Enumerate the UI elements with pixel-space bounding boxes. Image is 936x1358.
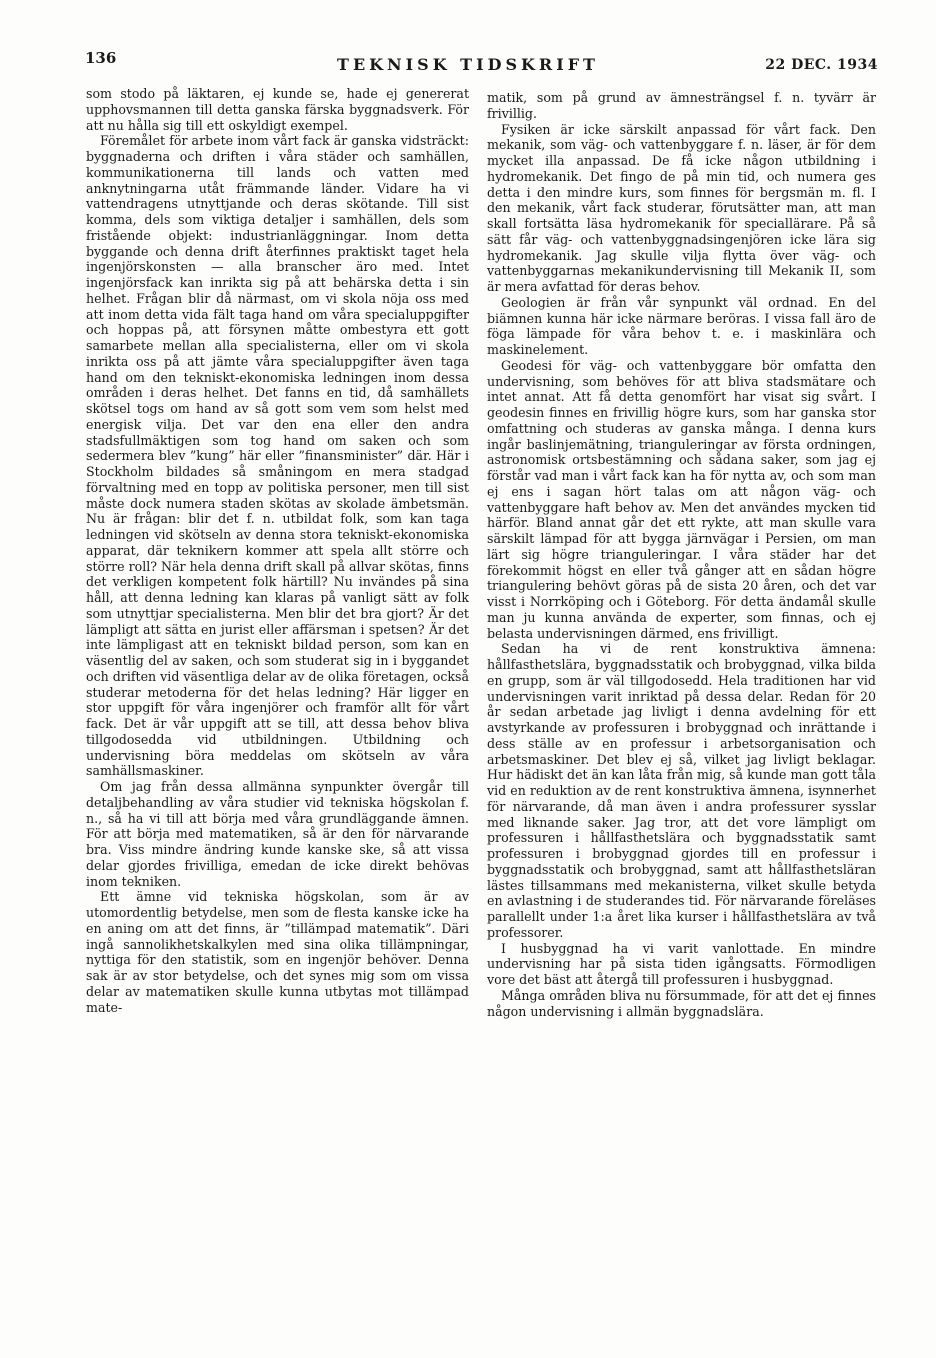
paragraph: I husbyggnad ha vi varit vanlottade. En mindre undervisning har på sista tiden igångsatts. Förmodligen vore det bäst att återgå till professuren i husbyggnad. [487,940,876,987]
paragraph: Om jag från dessa allmänna synpunkter övergår till detaljbehandling av våra studier vid tekniska högskolan f. n., så ha vi till att börja med våra grundläggande ämnen. För att börja med matematiken, så är den för närvarande bra. Viss mindre ändring kunde kanske ske, så att vissa delar gjordes frivilliga, emedan de icke direkt behövas inom tekniken. [86,779,469,889]
paragraph: Föremålet för arbete inom vårt fack är ganska vidsträckt: byggnaderna och driften i våra städer och samhällen, kommunikationerna till lands och vatten med anknytningarna utåt främmande länder. Vidare ha vi vattendragens utnyttjande och deras skötande. Till sist komma, dels som viktiga detaljer i samhällen, dels som fristående objekt: industrianläggningar. Inom detta byggande och denna drift återfinnes praktiskt taget hela ingenjörskonsten — alla branscher äro med. Intet ingenjörsfack kan inrikta sig på att behärska detta i sin helhet. Frågan blir då närmast, om vi skola nöja oss med att inom detta vida fält taga hand om våra specialuppgifter och hoppas på, att försynen måtte ombestyra ett gott samarbete mellan alla specialisterna, eller om vi skola inrikta oss på att jämte våra specialuppgifter även taga hand om den tekniskt-ekonomiska ledningen inom dessa områden i deras helhet. Det fanns en tid, då samhällets skötsel togs om hand av så gott som vem som helst med energisk vilja. Det var den ena eller den andra stadsfullmäktigen som tog hand om saken och som sedermera blev ”kung” här eller ”finansminister” där. Här i Stockholm bildades så småningom en mera stadgad förvaltning med en topp av politiska personer, men till sist måste dock numera staden skötas av skolade ämbetsmän. Nu är frågan: blir det f. n. utbildat folk, som kan taga ledningen vid skötseln av denna stora tekniskt-ekonomiska apparat, där teknikern kommer att spela allt större och större roll? När hela denna drift skall på allvar skötas, finns det verkligen kompetent folk härtill? Nu invändes på sina håll, att denna ledning kan klaras på vanligt sätt av folk som utnyttjar specialisterna. Men blir det bra gjort? Är det lämpligt att sätta en jurist eller affärsman i spetsen? Är det inte lämpligast att en tekniskt bildad person, som kan en väsentlig del av saken, och som studerat sig in i byggandet och driften vid väsentliga delar av de olika företagen, också studerar metoderna för det helas ledning? Här ligger en stor uppgift för våra ingenjörer och framför allt för vårt fack. Det är vår uppgift att se till, att dessa behov bliva tillgodosedda vid utbildningen. Utbildning och undervisning böra meddelas om skötseln av våra samhällsmaskiner. [86,133,469,779]
paragraph: Geodesi för väg- och vattenbyggare bör omfatta den undervisning, som behöves för att bliva stadsmätare och intet annat. Att få detta genomfört har visat sig svårt. I geodesin finnes en frivillig högre kurs, som har ganska stor omfattning och studeras av ganska många. I denna kurs ingår baslinjemätning, trianguleringar av första ordningen, astronomisk ortsbestämning och sådana saker, som jag ej förstår vad man i vårt fack kan ha för nytta av, och som man ej ens i sagan hört talas om att någon väg- och vattenbyggare haft behov av. Men det användes mycken tid härför. Bland annat går det ett rykte, att man skulle vara särskilt lämpad för att bygga järnvägar i Persien, om man lärt sig högre trianguleringar. I våra städer har det förekommit högst en eller två gånger att en sådan högre triangulering behövt göras på de sista 20 åren, och det var visst i Norrköping och i Göteborg. För detta ändamål skulle man ju kunna använda de experter, som finnas, och ej belasta undervisningen därmed, ens frivilligt. [487,357,876,641]
journal-title: TEKNISK TIDSKRIFT [337,55,599,74]
paragraph: Geologien är från vår synpunkt väl ordnad. En del biämnen kunna här icke närmare beröras. I vissa fall äro de föga lämpade för våra behov t. e. i maskinlära och maskinelement. [487,294,876,357]
page-number: 136 [85,49,117,67]
issue-date: 22 DEC. 1934 [765,57,878,73]
paragraph: Fysiken är icke särskilt anpassad för vårt fack. Den mekanik, som väg- och vattenbyggare f. n. läser, är för dem mycket illa anpassad. De få icke någon utbildning i hydromekanik. Det fingo de på min tid, och numera ges detta i den mindre kurs, som finnes för bergsmän m. fl. I den mekanik, vårt fack studerar, förutsätter man, att man skall fortsätta läsa hydromekanik för speciallärare. På så sätt får väg- och vattenbyggnadsingenjören icke lära sig hydromekanik. Jag skulle vilja flytta över väg- och vattenbyggarnas mekanikundervisning till Mekanik II, som är mera avfattad för deras behov. [487,121,876,294]
paragraph: som stodo på läktaren, ej kunde se, hade ej genererat upphovsmannen till detta ganska färska byggnadsverk. För att nu hålla sig till ett oskyldigt exempel. [86,86,469,133]
paragraph: matik, som på grund av ämnesträngsel f. n. tyvärr är frivillig. [487,90,876,121]
paragraph: Ett ämne vid tekniska högskolan, som är av utomordentlig betydelse, men som de flesta kanske icke ha en aning om att det finns, är ”tillämpad matematik”. Däri ingå sannolikhetskalkylen med sina olika tillämpningar, nyttiga för den statistik, som en ingenjör behöver. Denna sak är av stor betydelse, och det synes mig som om vissa delar av matematiken skulle kunna utbytas mot tillämpad mate- [86,889,469,1015]
left-column [86,86,469,1015]
right-column [487,90,876,1019]
paragraph: Sedan ha vi de rent konstruktiva ämnena: hållfasthetslära, byggnadsstatik och brobyggnad, vilka bilda en grupp, som är väl tillgodosedd. Hela traditionen har vid undervisningen varit inriktad på dessa delar. Redan för 20 år sedan arbetade jag livligt i denna avdelning för ett avstyrkande av professuren i brobyggnad och inrättande i dess ställe av en professur i arbetsorganisation och arbetsmaskiner. Det blev ej så, vilket jag livligt beklagar. Hur hädiskt det än kan låta från mig, så kunde man gott tåla vid en reduktion av de rent konstruktiva ämnena, isynnerhet för närvarande, då man även i andra professurer sysslar med liknande saker. Jag tror, att det vore lämpligt om professuren i hållfasthetslära och byggnadsstatik samt professuren i brobyggnad gjordes till en professur i byggnadsstatik och brobyggnad, samt att hållfasthetsläran lästes tillsammans med mekanisterna, vilket skulle betyda en avlastning i de studerandes tid. För närvarande föreläses parallellt under 1:a året lika kurser i hållfasthetslära av två professorer. [487,641,876,940]
paragraph: Många områden bliva nu försummade, för att det ej finnes någon undervisning i allmän byggnadslära. [487,987,876,1019]
